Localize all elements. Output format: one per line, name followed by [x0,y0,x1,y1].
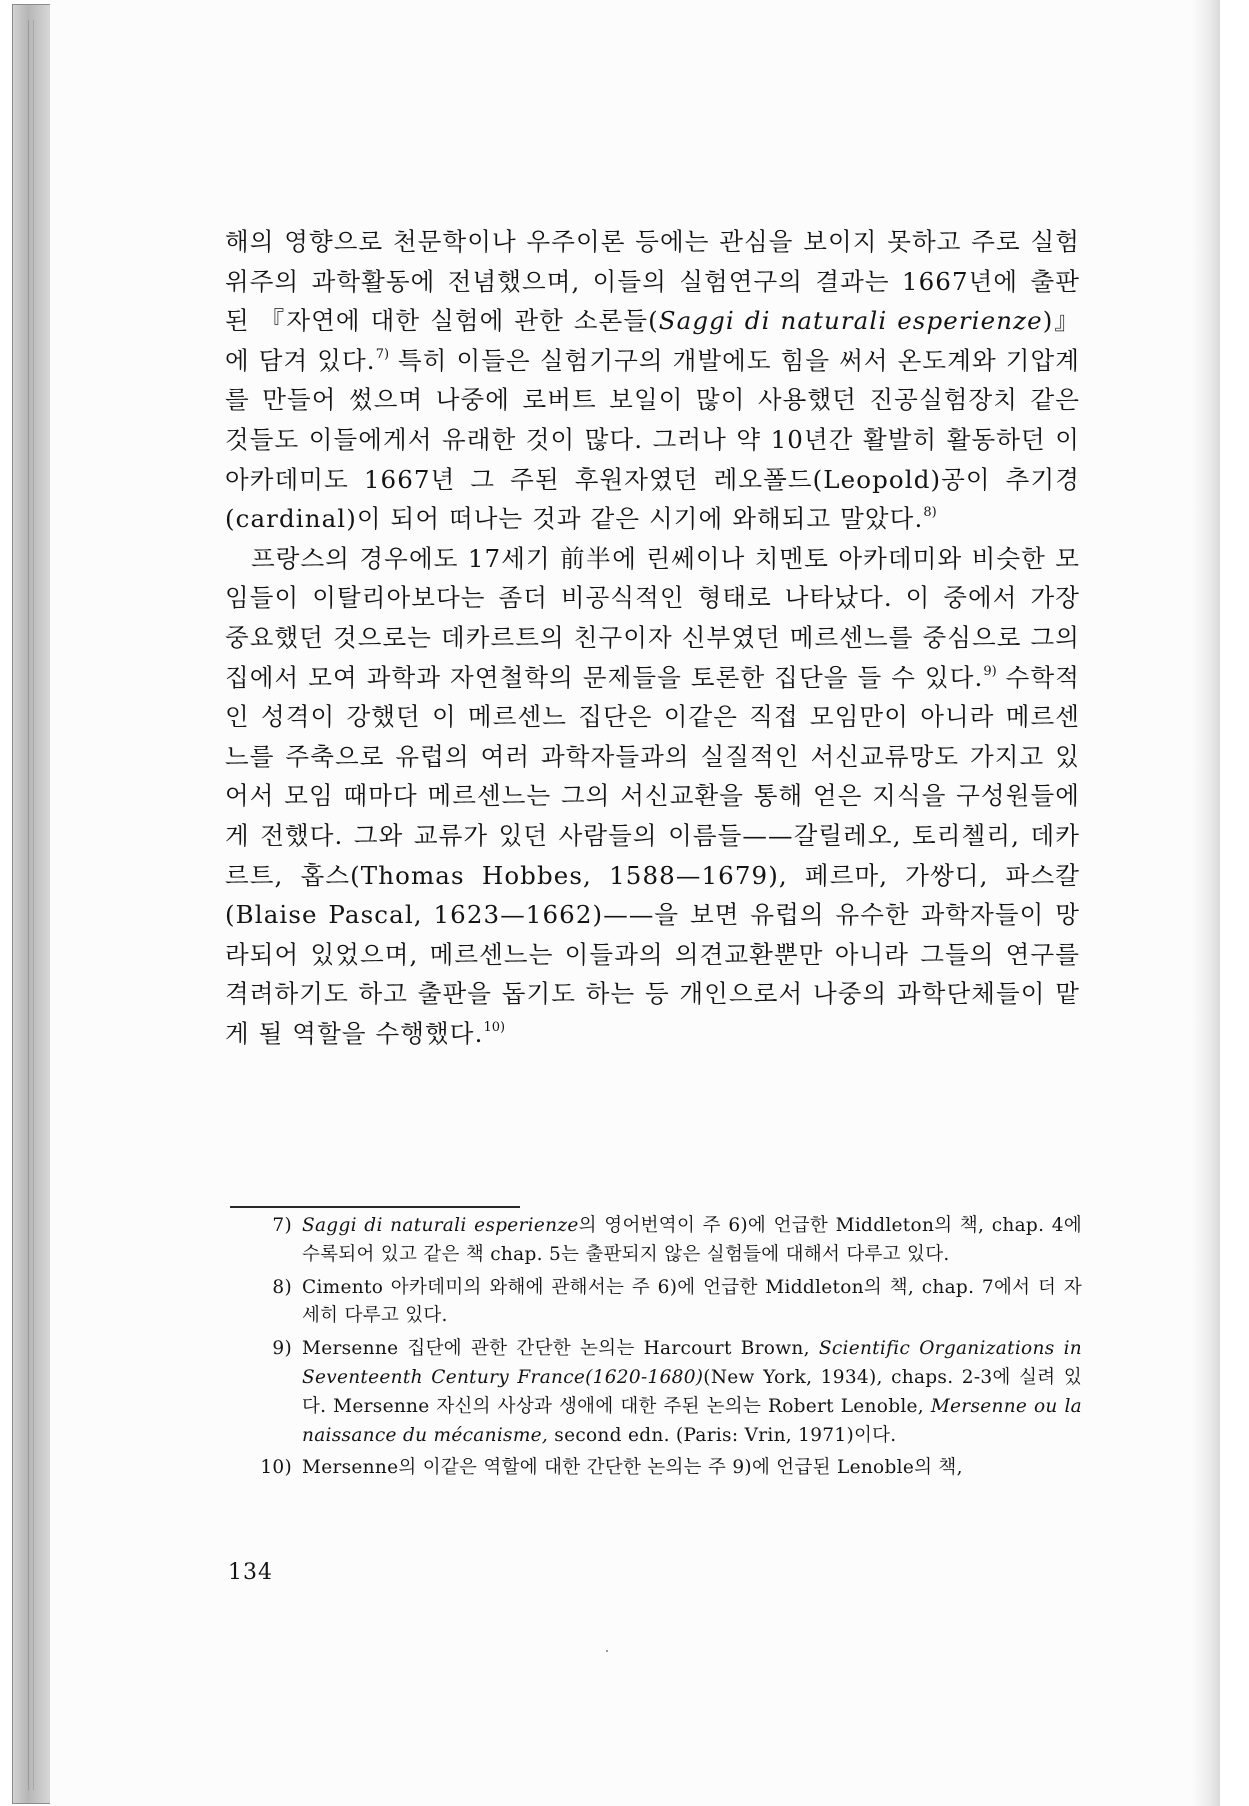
footnote-text: Cimento 아카데미의 와해에 관해서는 주 6)에 언급한 Middleton의 책, chap. 7에서 더 자세히 다루고 있다. [302,1276,1082,1327]
footnote-body-pre: Mersenne 집단에 관한 간단한 논의는 Harcourt Brown, [302,1338,819,1360]
paragraph-1-text-c: 특히 이들은 실험기구의 개발에도 힘을 써서 온도계와 기압계를 만들어 썼으며 나중에 로버트 보일이 많이 사용했던 진공실험장치 같은 것들도 이들에게서 유래한 것이 많다. 그러나 약 10년간 활발히 활동하던 이 아카데미도 1667년 그 주된 후원자였던 레오폴드(Leopold)공이 추기경(cardinal)이 되어 떠나는 것과 같은 시기에 와해되고 말았다. [225,345,1081,534]
footnote-9 [240,1335,1082,1450]
footnote-italic: Saggi di naturali esperienze [302,1215,579,1236]
footnote-body: 의 영어번역이 주 6)에 언급한 Middleton의 책, chap. 4에 수록되어 있고 같은 책 chap. 5는 출판되지 않은 실험들에 대해서 다루고 있다. [302,1215,1082,1265]
footnote-text: Mersenne의 이같은 역할에 대한 간단한 논의는 주 9)에 언급된 Lenoble의 책, [302,1457,963,1479]
footnote-7 [240,1212,1082,1270]
footnote-number: 10) [260,1457,292,1479]
footnote-number: 9) [272,1338,292,1360]
footnote-divider [230,1206,520,1208]
page-right-edge [1192,0,1220,1806]
footnotes [240,1212,1082,1487]
footnote-text [302,1212,1082,1270]
footnote-8 [240,1274,1082,1332]
spine-lines [28,20,34,1790]
footnote-number: 7) [272,1215,292,1236]
footnote-ref-7: 7) [375,346,390,362]
footnote-10 [240,1454,1082,1483]
paragraph-2 [225,539,1080,1054]
footnote-ref-8: 8) [923,505,937,521]
footnote-number: 8) [272,1276,292,1298]
footnote-ref-9: 9) [983,663,997,679]
paragraph-1-text-b: )』에 담겨 있다. [225,306,1080,375]
paragraph-1-text-a: 해의 영향으로 천문학이나 우주이론 등에는 관심을 보이지 못하고 주로 실험 위주의 과학활동에 전념했으며, 이들의 실험연구의 결과는 1667년에 출판된 『자연에 대한 실험에 관한 소론들( [225,227,1080,336]
footnote-italic: Scientific Organizations in Seventeenth Century France(1620-1680) [302,1338,1082,1388]
footnote-body-mid: (New York, 1934), chaps. 2-3에 실려 있다. Mersenne 자신의 사상과 생애에 대한 주된 논의는 Robert Lenoble, [302,1366,1082,1417]
paragraph-2-text-b: 수학적인 성격이 강했던 이 메르센느 집단은 이같은 직접 모임만이 아니라 메르센느를 주축으로 유럽의 여러 과학자들과의 실질적인 서신교류망도 가지고 있어서 모임 때마다 메르센느는 그의 서신교환을 통해 얻은 지식을 구성원들에게 전했다. 그와 교류가 있던 사람들의 이름들——갈릴레오, 토리첼리, 데카르트, 홉스(Thomas Hobbes, 1588—1679), 페르마, 가쌍디, 파스칼(Blaise Pascal, 1623—1662)——을 보면 유럽의 유수한 과학자들이 망라되어 있었으며, 메르센느는 이들과의 의견교환뿐만 아니라 그들의 연구를 격려하기도 하고 출판을 돕기도 하는 등 개인으로서 나중의 과학단체들이 맡게 될 역할을 수행했다. [225,662,1080,1048]
footnote-body-post: second edn. (Paris: Vrin, 1971)이다. [548,1424,897,1446]
paragraph-2-text-a: 프랑스의 경우에도 17세기 前半에 린쎄이나 치멘토 아카데미와 비슷한 모임들이 이탈리아보다는 좀더 비공식적인 형태로 나타났다. 이 중에서 가장 중요했던 것으로는 데카르트의 친구이자 신부였던 메르센느를 중심으로 그의 집에서 모여 과학과 자연철학의 문제들을 토론한 집단을 들 수 있다. [225,543,1080,692]
main-text [225,222,1080,1053]
page-number: 134 [228,1560,273,1585]
footnote-text [302,1335,1082,1450]
paragraph-1-italic-title: Saggi di naturali esperienze [658,306,1043,336]
paragraph-1 [225,222,1080,539]
footnote-ref-10: 10) [483,1019,506,1035]
footnote-italic-2: Mersenne ou la naissance du mécanisme, [302,1395,1082,1446]
scan-speck [606,1650,608,1652]
